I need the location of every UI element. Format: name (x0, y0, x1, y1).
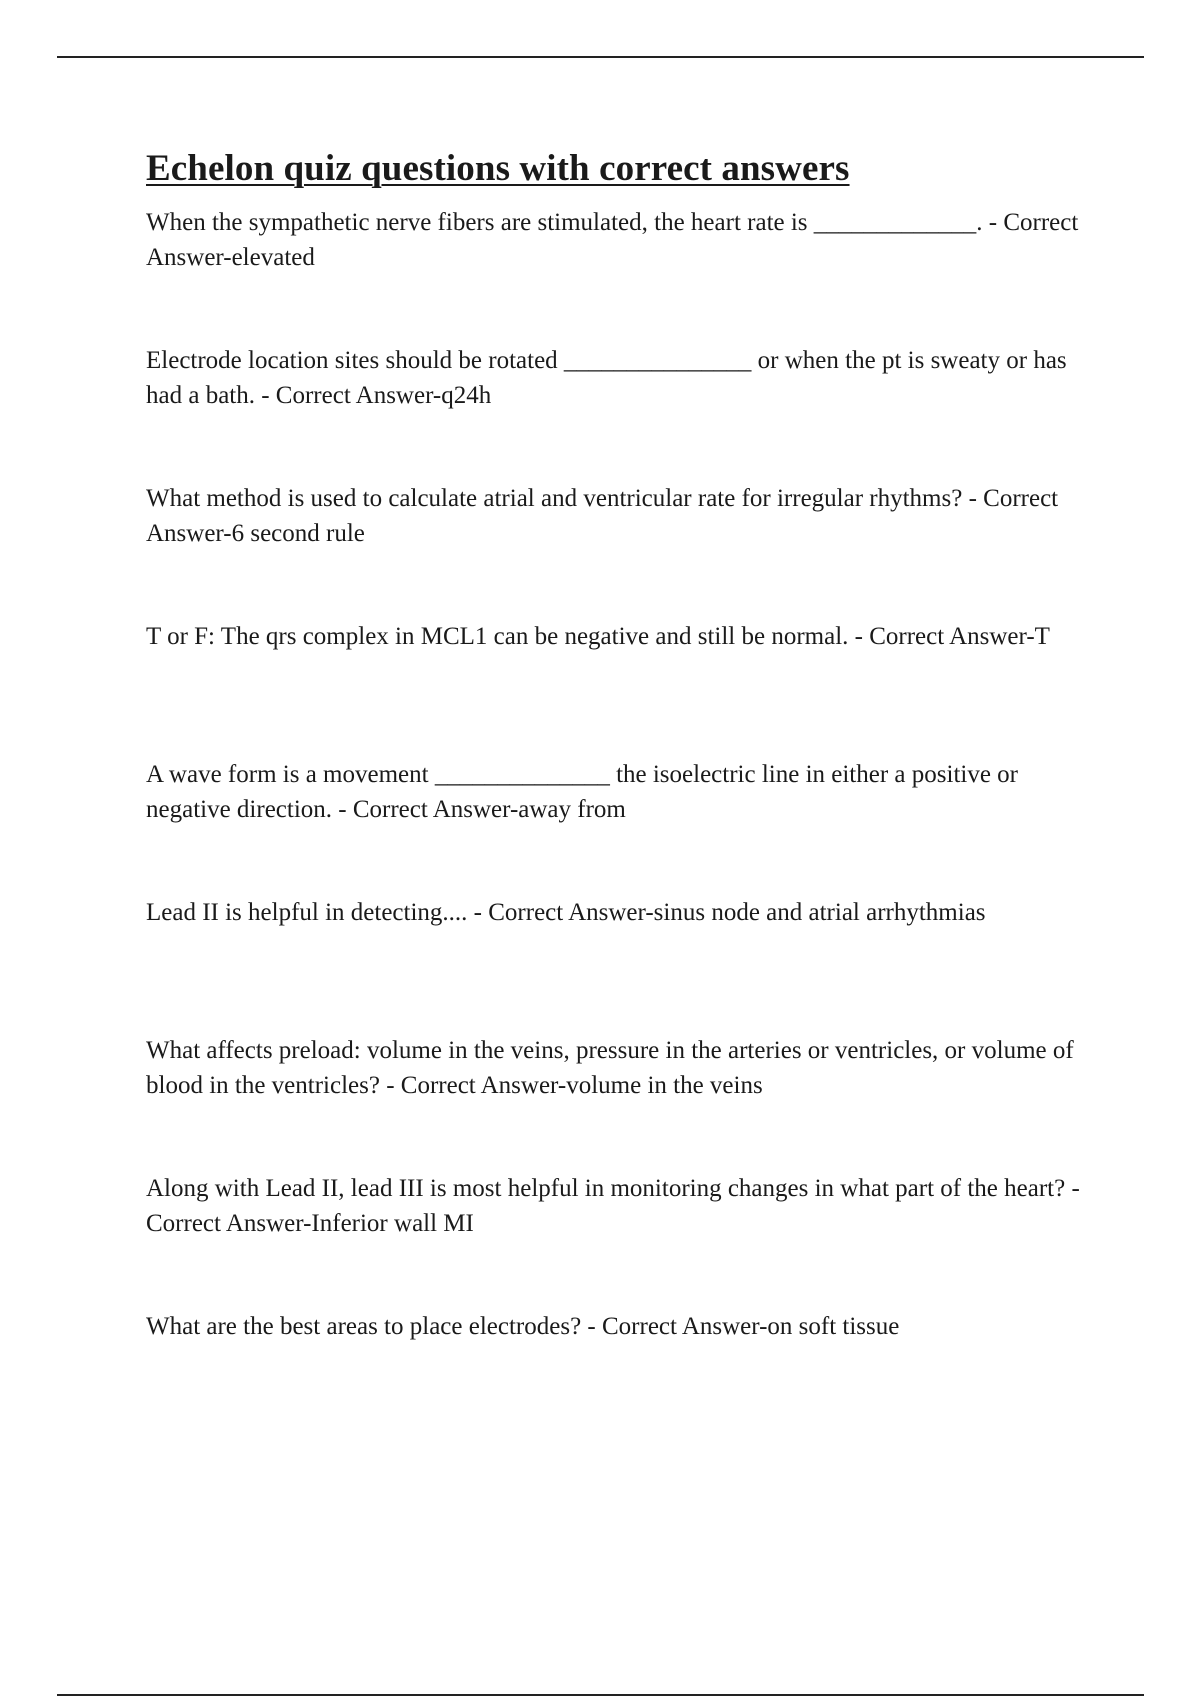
qa-item: Electrode location sites should be rotated _______________ or when the pt is sweaty or has had a bath. - Correct Answer-q24h (146, 347, 1067, 409)
qa-item: T or F: The qrs complex in MCL1 can be negative and still be normal. - Correct Answer-T (146, 623, 1050, 650)
header-divider (57, 56, 1144, 58)
qa-item: A wave form is a movement ______________ the isoelectric line in either a positive or negative direction. - Correct Answer-away from (146, 761, 1019, 823)
footer-divider (57, 1694, 1144, 1696)
document-body (146, 142, 1101, 1379)
qa-item: When the sympathetic nerve fibers are stimulated, the heart rate is _____________. - Correct Answer-elevated (146, 209, 1079, 271)
qa-list (146, 205, 1101, 1379)
document-title: Echelon quiz questions with correct answers (146, 148, 850, 189)
qa-item: What affects preload: volume in the veins, pressure in the arteries or ventricles, or volume of blood in the ventricles? - Correct Answer-volume in the veins (146, 1037, 1074, 1099)
qa-item: What are the best areas to place electrodes? - Correct Answer-on soft tissue (146, 1313, 900, 1340)
qa-item: What method is used to calculate atrial and ventricular rate for irregular rhythms? - Correct Answer-6 second rule (146, 485, 1059, 547)
qa-item: Lead II is helpful in detecting.... - Correct Answer-sinus node and atrial arrhythmias (146, 899, 986, 926)
qa-item: Along with Lead II, lead III is most helpful in monitoring changes in what part of the heart? - Correct Answer-Inferior wall MI (146, 1175, 1080, 1237)
